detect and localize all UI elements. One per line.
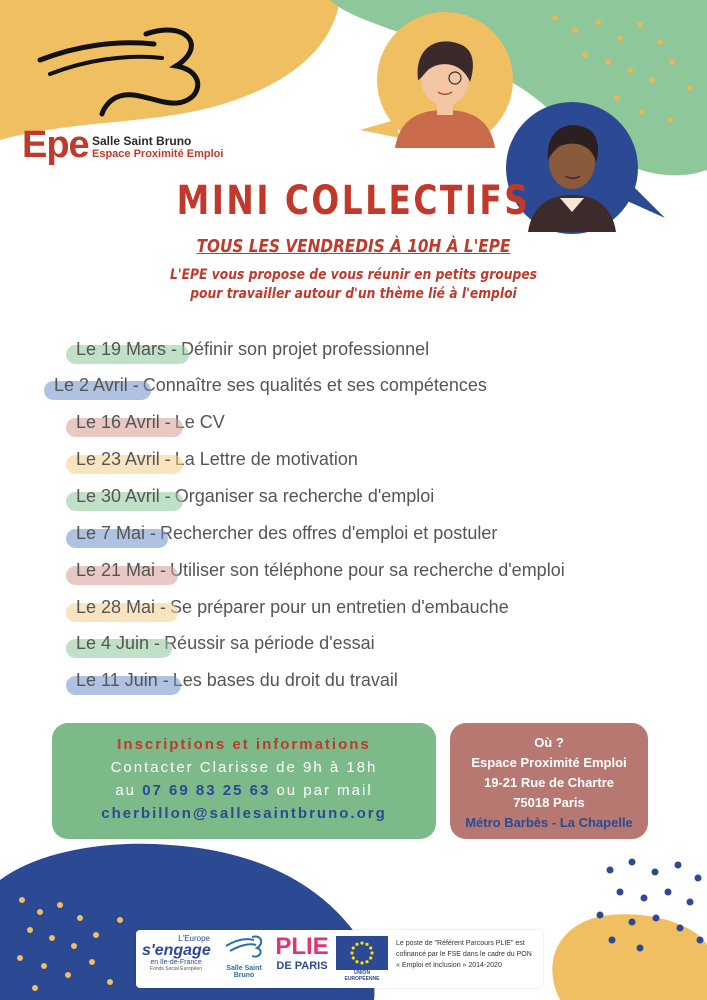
- location-street: 19-21 Rue de Chartre: [483, 775, 615, 790]
- plie-label: PLIE: [275, 933, 329, 960]
- schedule-date: Le 11 Juin -: [76, 669, 169, 690]
- schedule-date: Le 23 Avril -: [76, 448, 171, 469]
- schedule-item: [54, 370, 487, 400]
- europe-fund-label: Fonds Social Européen: [150, 966, 202, 972]
- europe-top-label: L'Europe: [178, 934, 210, 943]
- schedule-date: Le 21 Mai -: [76, 559, 167, 580]
- inscriptions-contact-line: Contacter Clarisse de 9h à 18h: [110, 759, 378, 776]
- phone-suffix: ou par mail: [276, 782, 373, 799]
- funding-notice: [396, 938, 540, 971]
- schedule-item: [76, 555, 565, 585]
- brand-tagline: Espace Proximité Emploi: [92, 148, 224, 160]
- schedule-date: Le 4 Juin -: [76, 632, 161, 653]
- phone-prefix: au: [115, 782, 137, 799]
- inscriptions-heading: Inscriptions et informations: [117, 736, 371, 753]
- schedule-item: [76, 592, 509, 622]
- email-link[interactable]: cherbillon@sallesaintbruno.org: [101, 805, 387, 822]
- schedule-date: Le 30 Avril -: [76, 485, 171, 506]
- schedule-item: [76, 665, 398, 695]
- page-description: [42, 266, 664, 304]
- schedule-topic: Les bases du droit du travail: [172, 669, 398, 690]
- schedule-topic: Définir son projet professionnel: [181, 338, 430, 359]
- inscriptions-phone-line: [52, 782, 436, 799]
- schedule-item: [76, 407, 225, 437]
- schedule-date: Le 28 Mai -: [76, 596, 167, 617]
- ssb-label: Salle Saint Bruno: [226, 965, 262, 979]
- europe-sengage-logo: [142, 934, 210, 984]
- bird-icon: [224, 934, 264, 960]
- description-line-2: pour travailler autour d'un thème lié à l'emploi: [190, 286, 517, 302]
- europe-main-label: s'engage: [142, 942, 211, 959]
- schedule-topic: Se préparer pour un entretien d'embauche: [170, 596, 509, 617]
- europe-region-label: en Ile-de-France: [150, 959, 202, 966]
- schedule-date: Le 16 Avril -: [76, 411, 171, 432]
- schedule-topic: Utiliser son téléphone pour sa recherche d'emploi: [170, 559, 565, 580]
- location-city: 75018 Paris: [513, 795, 585, 810]
- schedule-item: [76, 481, 434, 511]
- brand-epe: Epe: [22, 124, 89, 166]
- schedule-topic: La Lettre de motivation: [174, 448, 358, 469]
- funding-notice-line-1: Le poste de "Référent Parcours PLIE" est: [396, 940, 525, 947]
- partner-logos-strip: [136, 930, 543, 988]
- eu-label: UNION EUROPÉENNE: [344, 970, 380, 982]
- schedule-date: Le 2 Avril -: [54, 374, 139, 395]
- description-line-1: L'EPE vous propose de vous réunir en petits groupes: [169, 267, 538, 283]
- plie-paris-logo: [272, 934, 332, 984]
- schedule-date: Le 7 Mai -: [76, 522, 157, 543]
- schedule-topic: Rechercher des offres d'emploi et postuler: [160, 522, 498, 543]
- schedule-item: [76, 518, 497, 548]
- schedule-date: Le 19 Mars -: [76, 338, 178, 359]
- location-name: Espace Proximité Emploi: [471, 755, 627, 770]
- funding-notice-line-2: cofinancé par le FSE dans le cadre du PON: [396, 951, 532, 958]
- page-title: MINI COLLECTIFS: [176, 178, 531, 224]
- inscriptions-box: [52, 723, 436, 839]
- page-subtitle: TOUS LES VENDREDIS À 10H À L'EPE: [196, 236, 511, 257]
- phone-number-link[interactable]: 07 69 83 25 63: [142, 782, 271, 799]
- location-box: [450, 723, 648, 839]
- schedule-topic: Organiser sa recherche d'emploi: [174, 485, 435, 506]
- funding-notice-line-3: « Emploi et Inclusion » 2014-2020: [396, 962, 502, 969]
- salle-saint-bruno-small-logo: [216, 934, 272, 984]
- eu-stars-icon: [336, 936, 388, 970]
- salle-saint-bruno-logo: [36, 22, 206, 117]
- schedule-item: [76, 444, 358, 474]
- brand-name: Salle Saint Bruno: [92, 134, 192, 148]
- schedule-topic: Le CV: [174, 411, 225, 432]
- eu-flag-logo: [336, 936, 388, 982]
- eu-flag-icon: [336, 936, 388, 970]
- schedule-topic: Réussir sa période d'essai: [164, 632, 375, 653]
- schedule-topic: Connaître ses qualités et ses compétences: [142, 374, 487, 395]
- schedule-item: [76, 628, 375, 658]
- plie-paris-label: DE PARIS: [276, 960, 328, 972]
- schedule-item: [76, 334, 429, 364]
- location-metro: Métro Barbès - La Chapelle: [465, 815, 633, 830]
- location-heading: Où ?: [534, 735, 564, 750]
